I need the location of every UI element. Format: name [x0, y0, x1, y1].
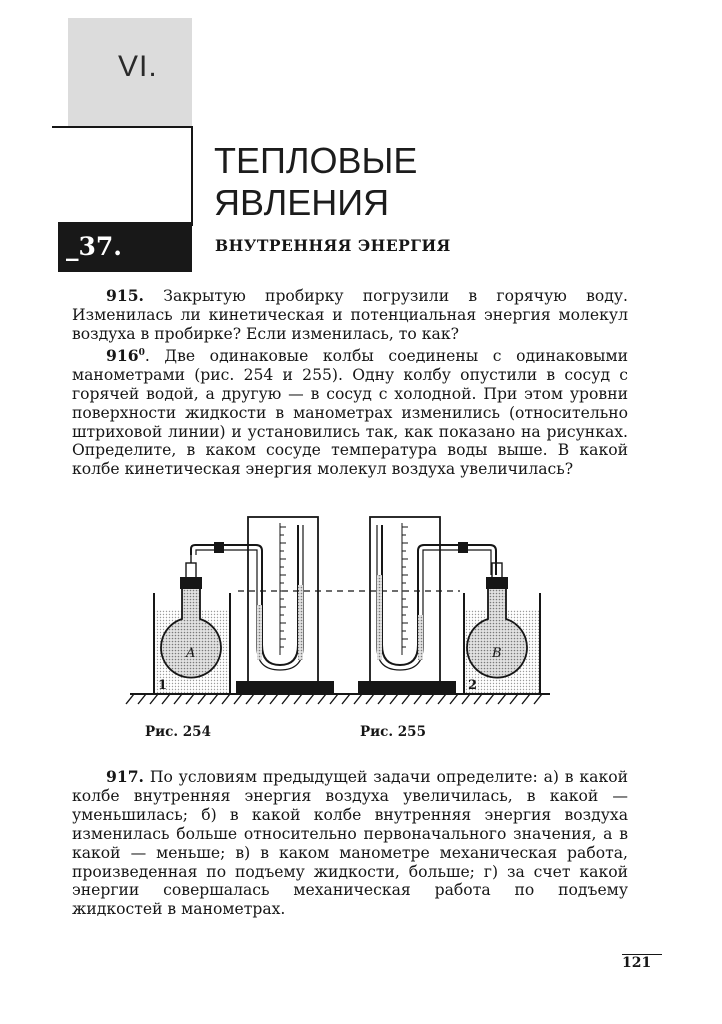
problem-text: . Две одинаковые колбы соединены с одинаковыми манометрами (рис. 254 и 255). Одну колбу опустили в сосуд с горячей водой, а другую — в сосуд с холодной. При этом уровни поверхности жидкости в манометрах изменились (относительно штриховой линии) и установились так, как показано на рисунках. Определите, в каком сосуде температура воды выше. В какой колбе кинетическая энергия молекул воздуха увеличилась?: [72, 346, 628, 479]
section-title: ВНУТРЕННЯЯ ЭНЕРГИЯ: [215, 236, 451, 255]
chapter-number: VI.: [118, 50, 158, 83]
chapter-title-line1: ТЕПЛОВЫЕ: [214, 140, 418, 181]
problem-917: [72, 768, 628, 919]
flask-left-label: A: [186, 646, 196, 661]
problems-block-top: [72, 287, 628, 479]
chapter-title: [214, 140, 417, 224]
flask-right-label: B: [492, 646, 502, 661]
problems-block-bottom: [72, 768, 628, 919]
manometer-figure: [120, 505, 560, 720]
problem-number: 915.: [106, 286, 144, 305]
manometer-left: [236, 517, 334, 693]
ground-hatching: [126, 694, 542, 704]
header-rule-horizontal: [52, 126, 192, 128]
problem-number: $916^0$: [106, 345, 145, 365]
section-number-box: [58, 222, 192, 272]
problem-number: 917.: [106, 767, 144, 786]
caption-figure-254: Рис. 254: [145, 724, 211, 740]
problem-text: Закрытую пробирку погрузили в горячую воду. Изменилась ли кинетическая и потенциальная энергия молекул воздуха в пробирке? Если изменилась, то как?: [72, 287, 629, 343]
section-number: _37.: [66, 232, 122, 261]
header-rule-vertical: [191, 126, 193, 226]
vessel-right-label: 2: [468, 678, 478, 693]
page-number: 121: [622, 954, 662, 971]
problem-915: [72, 287, 628, 344]
caption-figure-255: Рис. 255: [360, 724, 426, 740]
problem-text: По условиям предыдущей задачи определите: а) в какой колбе внутренняя энергия воздуха увеличилась, в какой — уменьшилась; б) в какой колбе внутренняя энергия воздуха изменилась больше относительно первоначального значения, а в какой — меньше; в) в каком манометре механическая работа, произведенная по подъему жидкости, больше; г) за счет какой энергии совершалась механическая работа по подъему жидкостей в манометрах.: [72, 768, 628, 919]
vessel-left-label: 1: [158, 678, 168, 693]
problem-916: [72, 344, 628, 480]
chapter-title-line2: ЯВЛЕНИЯ: [214, 182, 390, 223]
